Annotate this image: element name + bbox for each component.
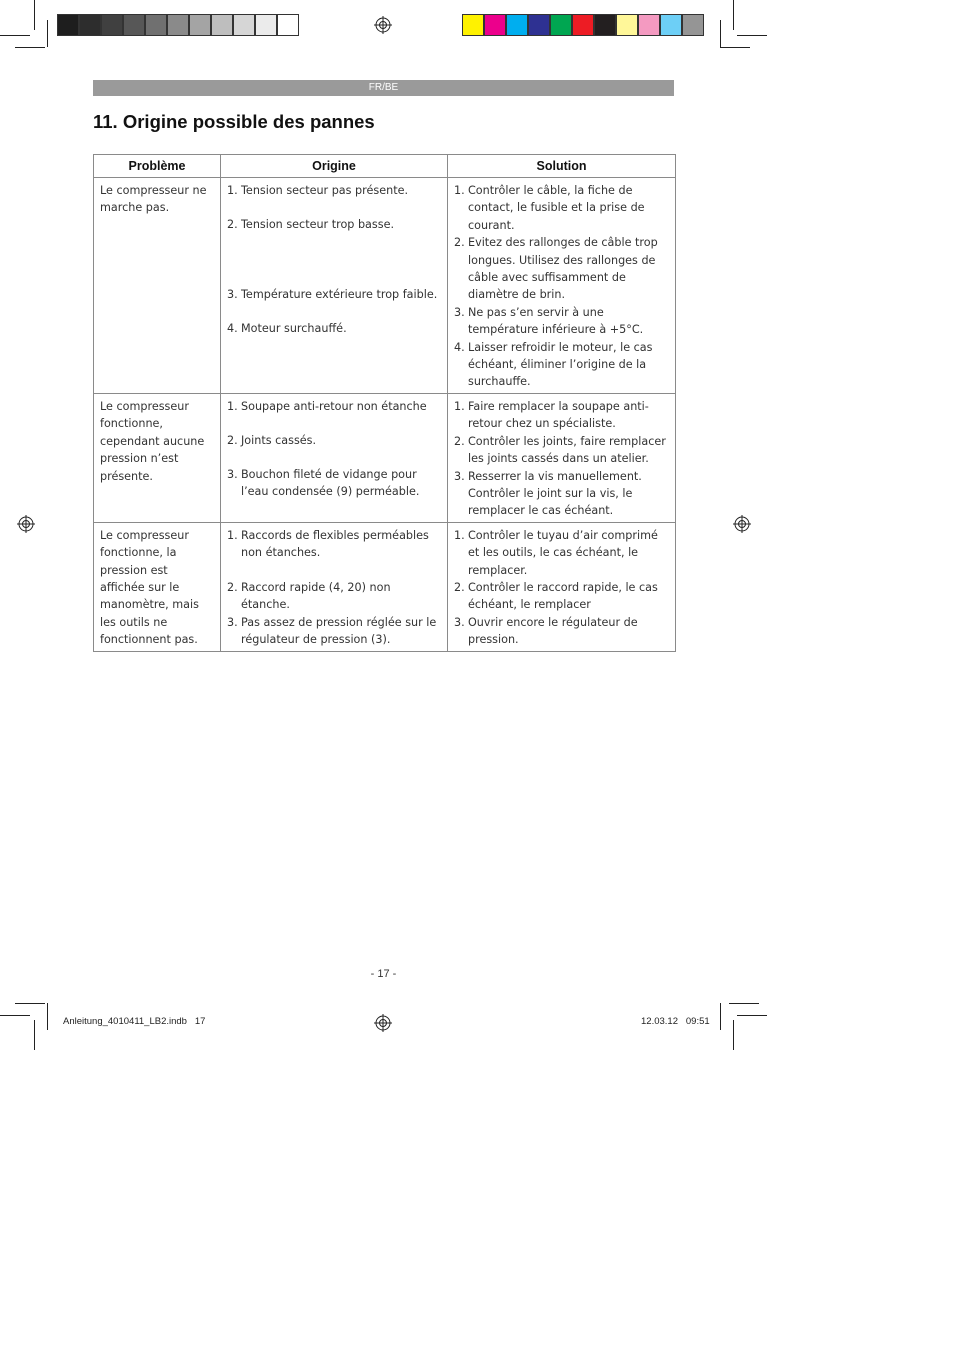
problem-cell [94, 393, 221, 522]
color-swatch [506, 14, 528, 36]
table-row [94, 178, 676, 394]
list-item: 3. Ouvrir encore le régulateur de pression. [454, 615, 638, 647]
problem-text: Le compresseur fonctionne, la pression est affichée sur le manomètre, mais les outils ne fonctionnent pas. [100, 528, 199, 647]
crop-mark [737, 1015, 767, 1016]
problem-cell [94, 178, 221, 394]
crop-mark [0, 1015, 30, 1016]
crop-mark [34, 0, 35, 30]
color-swatch [233, 14, 255, 36]
crop-mark [0, 35, 30, 36]
list-item: 4. Moteur surchauffé. [227, 322, 347, 335]
crop-mark [720, 47, 750, 48]
color-swatch [57, 14, 79, 36]
list-item: 3. Resserrer la vis manuellement. Contrôler le joint sur la vis, le remplacer le cas échéant. [454, 469, 642, 518]
color-swatch [682, 14, 704, 36]
color-swatch [616, 14, 638, 36]
solution-cell [448, 522, 676, 651]
list-item: 2. Tension secteur trop basse. [227, 218, 395, 231]
origin-cell [221, 522, 448, 651]
section-title: 11. Origine possible des pannes [93, 111, 375, 132]
column-header-origin: Origine [221, 155, 448, 178]
table-row [94, 393, 676, 522]
list-item: 2. Contrôler les joints, faire remplacer les joints cassés dans un atelier. [454, 434, 666, 466]
problem-cell [94, 522, 221, 651]
page-number: - 17 - [370, 968, 397, 980]
solution-cell [448, 393, 676, 522]
color-swatch [572, 14, 594, 36]
problem-text: Le compresseur fonctionne, cependant aucune pression n’est présente. [100, 399, 205, 483]
crop-mark [733, 1020, 734, 1050]
color-swatch [528, 14, 550, 36]
list-item: 3. Ne pas s’en servir à une température inférieure à +5°C. [454, 305, 644, 337]
list-item: 1. Soupape anti-retour non étanche [227, 399, 427, 413]
gray-swatch-bar [57, 14, 299, 36]
color-swatch [638, 14, 660, 36]
crop-mark [720, 1003, 721, 1030]
color-swatch [145, 14, 167, 36]
registration-mark-icon [17, 515, 35, 533]
color-swatch [123, 14, 145, 36]
color-swatch [660, 14, 682, 36]
crop-mark [47, 20, 48, 47]
footer-filename: Anleitung_4010411_LB2.indb 17 [63, 1016, 206, 1027]
list-item: 2. Contrôler le raccord rapide, le cas échéant, le remplacer [454, 580, 658, 612]
list-item: 3. Pas assez de pression réglée sur le régulateur de pression (3). [227, 615, 437, 647]
list-item: 1. Contrôler le câble, la fiche de contact, le fusible et la prise de courant. [454, 184, 645, 232]
crop-mark [729, 1003, 759, 1004]
color-swatch-bar [462, 14, 704, 36]
list-item: 3. Température extérieure trop faible. [227, 288, 438, 301]
origin-cell [221, 178, 448, 394]
color-swatch [550, 14, 572, 36]
language-band: FR/BE [93, 80, 674, 96]
list-item: 1. Raccords de flexibles perméables non étanches. [227, 528, 429, 560]
origin-cell [221, 393, 448, 522]
list-item: 3. Bouchon fileté de vidange pour l’eau condensée (9) perméable. [227, 467, 420, 499]
column-header-solution: Solution [448, 155, 676, 178]
crop-mark [737, 35, 767, 36]
color-swatch [189, 14, 211, 36]
crop-mark [733, 0, 734, 30]
crop-mark [720, 20, 721, 47]
color-swatch [594, 14, 616, 36]
color-swatch [462, 14, 484, 36]
color-swatch [255, 14, 277, 36]
registration-mark-icon [733, 515, 751, 533]
color-swatch [484, 14, 506, 36]
list-item: 1. Faire remplacer la soupape anti-retour chez un spécialiste. [454, 399, 649, 431]
crop-mark [34, 1020, 35, 1050]
registration-mark-icon [374, 16, 392, 34]
column-header-problem: Problème [94, 155, 221, 178]
list-item: 2. Raccord rapide (4, 20) non étanche. [227, 580, 391, 612]
color-swatch [101, 14, 123, 36]
solution-cell [448, 178, 676, 394]
list-item: 1. Contrôler le tuyau d’air comprimé et les outils, le cas échéant, le remplacer. [454, 528, 658, 577]
list-item: 2. Evitez des rallonges de câble trop longues. Utilisez des rallonges de câble avec suffisamment de diamètre de brin. [454, 236, 658, 302]
color-swatch [79, 14, 101, 36]
list-item: 4. Laisser refroidir le moteur, le cas échéant, éliminer l’origine de la surchauffe. [454, 340, 653, 389]
problem-text: Le compresseur ne marche pas. [100, 184, 207, 215]
list-item: 1. Tension secteur pas présente. [227, 184, 409, 197]
color-swatch [277, 14, 299, 36]
footer-timestamp: 12.03.12 09:51 [641, 1016, 710, 1027]
registration-mark-icon [374, 1014, 392, 1032]
list-item: 2. Joints cassés. [227, 433, 317, 447]
troubleshooting-table [93, 154, 676, 652]
crop-mark [47, 1003, 48, 1030]
table-row [94, 522, 676, 651]
crop-mark [15, 1003, 45, 1004]
color-swatch [167, 14, 189, 36]
table-header-row [94, 155, 676, 178]
crop-mark [15, 47, 45, 48]
color-swatch [211, 14, 233, 36]
